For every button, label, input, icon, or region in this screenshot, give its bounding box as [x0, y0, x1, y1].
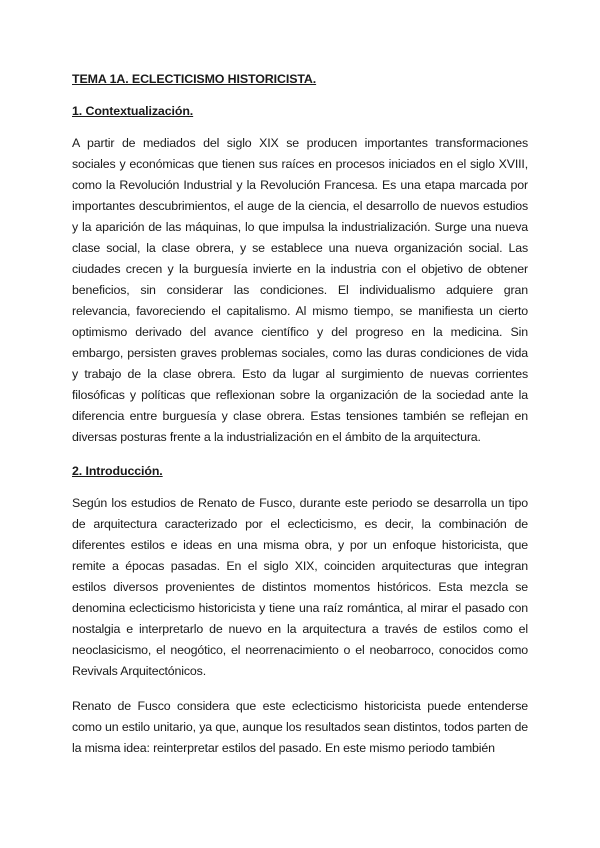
document-title: TEMA 1A. ECLECTICISMO HISTORICISTA. [72, 72, 317, 86]
paragraph-introduccion-1: Según los estudios de Renato de Fusco, durante este periodo se desarrolla un tipo de arquitectura caracterizado por el eclecticismo, es decir, la combinación de diferentes estilos e ideas en una misma obra, y por un enfoque historicista, que remite a épocas pasadas. En el siglo XIX, coinciden arquitecturas que integran estilos diversos provenientes de distintos momentos históricos. Esta mezcla se denomina eclecticismo historicista y tiene una raíz romántica, al mirar el pasado con nostalgia e interpretarlo de nuevo en la arquitectura a través de estilos como el neoclasicismo, el neogótico, el neorrenacimiento o el neobarroco, conocidos como Revivals Arquitectónicos. [72, 496, 528, 678]
paragraph-contextualizacion: A partir de mediados del siglo XIX se producen importantes transformaciones sociales y económicas que tienen sus raíces en procesos iniciados en el siglo XVIII, como la Revolución Industrial y la Revolución Francesa. Es una etapa marcada por importantes descubrimientos, el auge de la ciencia, el desarrollo de nuevos estudios y la aparición de las máquinas, lo que impulsa la industrialización. Surge una nueva clase social, la clase obrera, y se establece una nueva organización social. Las ciudades crecen y la burguesía invierte en la industria con el objetivo de obtener beneficios, sin considerar las condiciones. El individualismo adquiere gran relevancia, favoreciendo el capitalismo. Al mismo tiempo, se manifiesta un cierto optimismo derivado del avance científico y del progreso en la medicina. Sin embargo, persisten graves problemas sociales, como las duras condiciones de vida y trabajo de la clase obrera. Esto da lugar al surgimiento de nuevas corrientes filosóficas y políticas que reflexionan sobre la organización de la sociedad ante la diferencia entre burguesía y clase obrera. Estas tensiones también se reflejan en diversas posturas frente a la industrialización en el ámbito de la arquitectura. [72, 136, 528, 444]
section-heading-contextualizacion: 1. Contextualización. [72, 104, 194, 118]
section-heading-introduccion: 2. Introducción. [72, 464, 163, 478]
document-page [72, 70, 528, 759]
paragraph-introduccion-2: Renato de Fusco considera que este eclecticismo historicista puede entenderse como un estilo unitario, ya que, aunque los resultados sean distintos, todos parten de la misma idea: reinterpretar estilos del pasado. En este mismo periodo también [72, 699, 528, 755]
